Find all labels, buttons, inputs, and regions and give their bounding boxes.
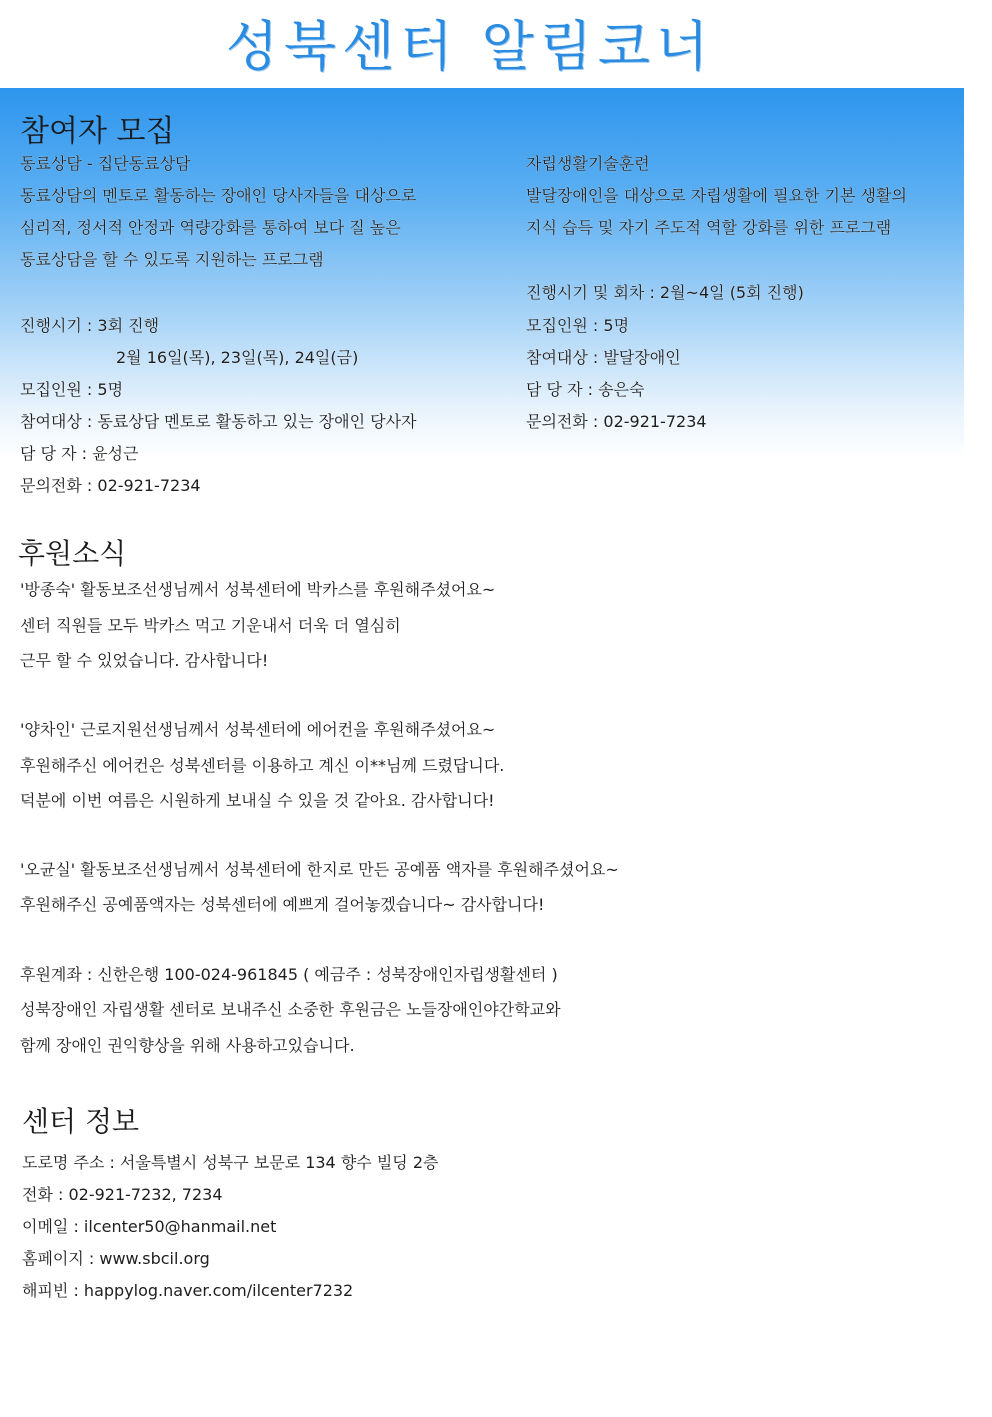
support-line: '양차인' 근로지원선생님께서 성북센터에 에어컨을 후원해주셨어요~ [20, 720, 496, 739]
page-title: 성북센터 알림코너 [225, 15, 715, 78]
skills-program-target: 참여대상 : 발달장애인 [526, 348, 681, 367]
center-email[interactable]: 이메일 : ilcenter50@hanmail.net [22, 1217, 277, 1236]
peer-program-contact: 문의전화 : 02-921-7234 [20, 476, 201, 495]
peer-program-period: 진행시기 : 3회 진행 [20, 316, 160, 335]
center-heading: 센터 정보 [22, 1105, 140, 1138]
skills-program-title: 자립생활기술훈련 [526, 154, 650, 173]
peer-program-dates: 2월 16일(목), 23일(목), 24일(금) [116, 348, 359, 367]
peer-program-title: 동료상담 - 집단동료상담 [20, 154, 191, 173]
support-account: 후원계좌 : 신한은행 100-024-961845 ( 예금주 : 성북장애인자립생활센터 ) [20, 965, 558, 984]
peer-program-desc: 동료상담을 할 수 있도록 지원하는 프로그램 [20, 250, 324, 269]
skills-program-manager: 담 당 자 : 송은숙 [526, 380, 645, 399]
peer-program-manager: 담 당 자 : 윤성근 [20, 444, 139, 463]
support-line: 함께 장애인 권익향상을 위해 사용하고있습니다. [20, 1036, 355, 1055]
peer-program-capacity: 모집인원 : 5명 [20, 380, 124, 399]
center-address: 도로명 주소 : 서울특별시 성북구 보문로 134 향수 빌딩 2층 [22, 1153, 439, 1172]
peer-program-target: 참여대상 : 동료상담 멘토로 활동하고 있는 장애인 당사자 [20, 412, 417, 431]
support-heading: 후원소식 [18, 537, 127, 570]
peer-program-desc: 심리적, 정서적 안정과 역량강화를 통하여 보다 질 높은 [20, 218, 401, 237]
center-homepage[interactable]: 홈페이지 : www.sbcil.org [22, 1249, 210, 1268]
skills-program-desc: 지식 습득 및 자기 주도적 역할 강화를 위한 프로그램 [526, 218, 892, 237]
support-line: '방종숙' 활동보조선생님께서 성북센터에 박카스를 후원해주셨어요~ [20, 580, 496, 599]
support-line: 후원해주신 에어컨은 성북센터를 이용하고 계신 이**님께 드렸답니다. [20, 756, 505, 775]
peer-program-desc: 동료상담의 멘토로 활동하는 장애인 당사자들을 대상으로 [20, 186, 417, 205]
center-phone: 전화 : 02-921-7232, 7234 [22, 1185, 223, 1204]
skills-program-capacity: 모집인원 : 5명 [526, 316, 630, 335]
support-line: '오균실' 활동보조선생님께서 성북센터에 한지로 만든 공예품 액자를 후원해주셨어요~ [20, 860, 619, 879]
skills-program-period: 진행시기 및 회차 : 2월~4일 (5회 진행) [526, 283, 804, 302]
recruit-heading: 참여자 모집 [20, 114, 175, 149]
center-happybean[interactable]: 해피빈 : happylog.naver.com/ilcenter7232 [22, 1281, 354, 1300]
support-line: 근무 할 수 있었습니다. 감사합니다! [20, 651, 269, 670]
support-line: 후원해주신 공예품액자는 성북센터에 예쁘게 걸어놓겠습니다~ 감사합니다! [20, 895, 545, 914]
support-line: 센터 직원들 모두 박카스 먹고 기운내서 더욱 더 열심히 [20, 616, 401, 635]
support-line: 덕분에 이번 여름은 시원하게 보내실 수 있을 것 같아요. 감사합니다! [20, 791, 495, 810]
skills-program-contact: 문의전화 : 02-921-7234 [526, 412, 707, 431]
skills-program-desc: 발달장애인을 대상으로 자립생활에 필요한 기본 생활의 [526, 186, 907, 205]
support-line: 성북장애인 자립생활 센터로 보내주신 소중한 후원금은 노들장애인야간학교와 [20, 1000, 561, 1019]
